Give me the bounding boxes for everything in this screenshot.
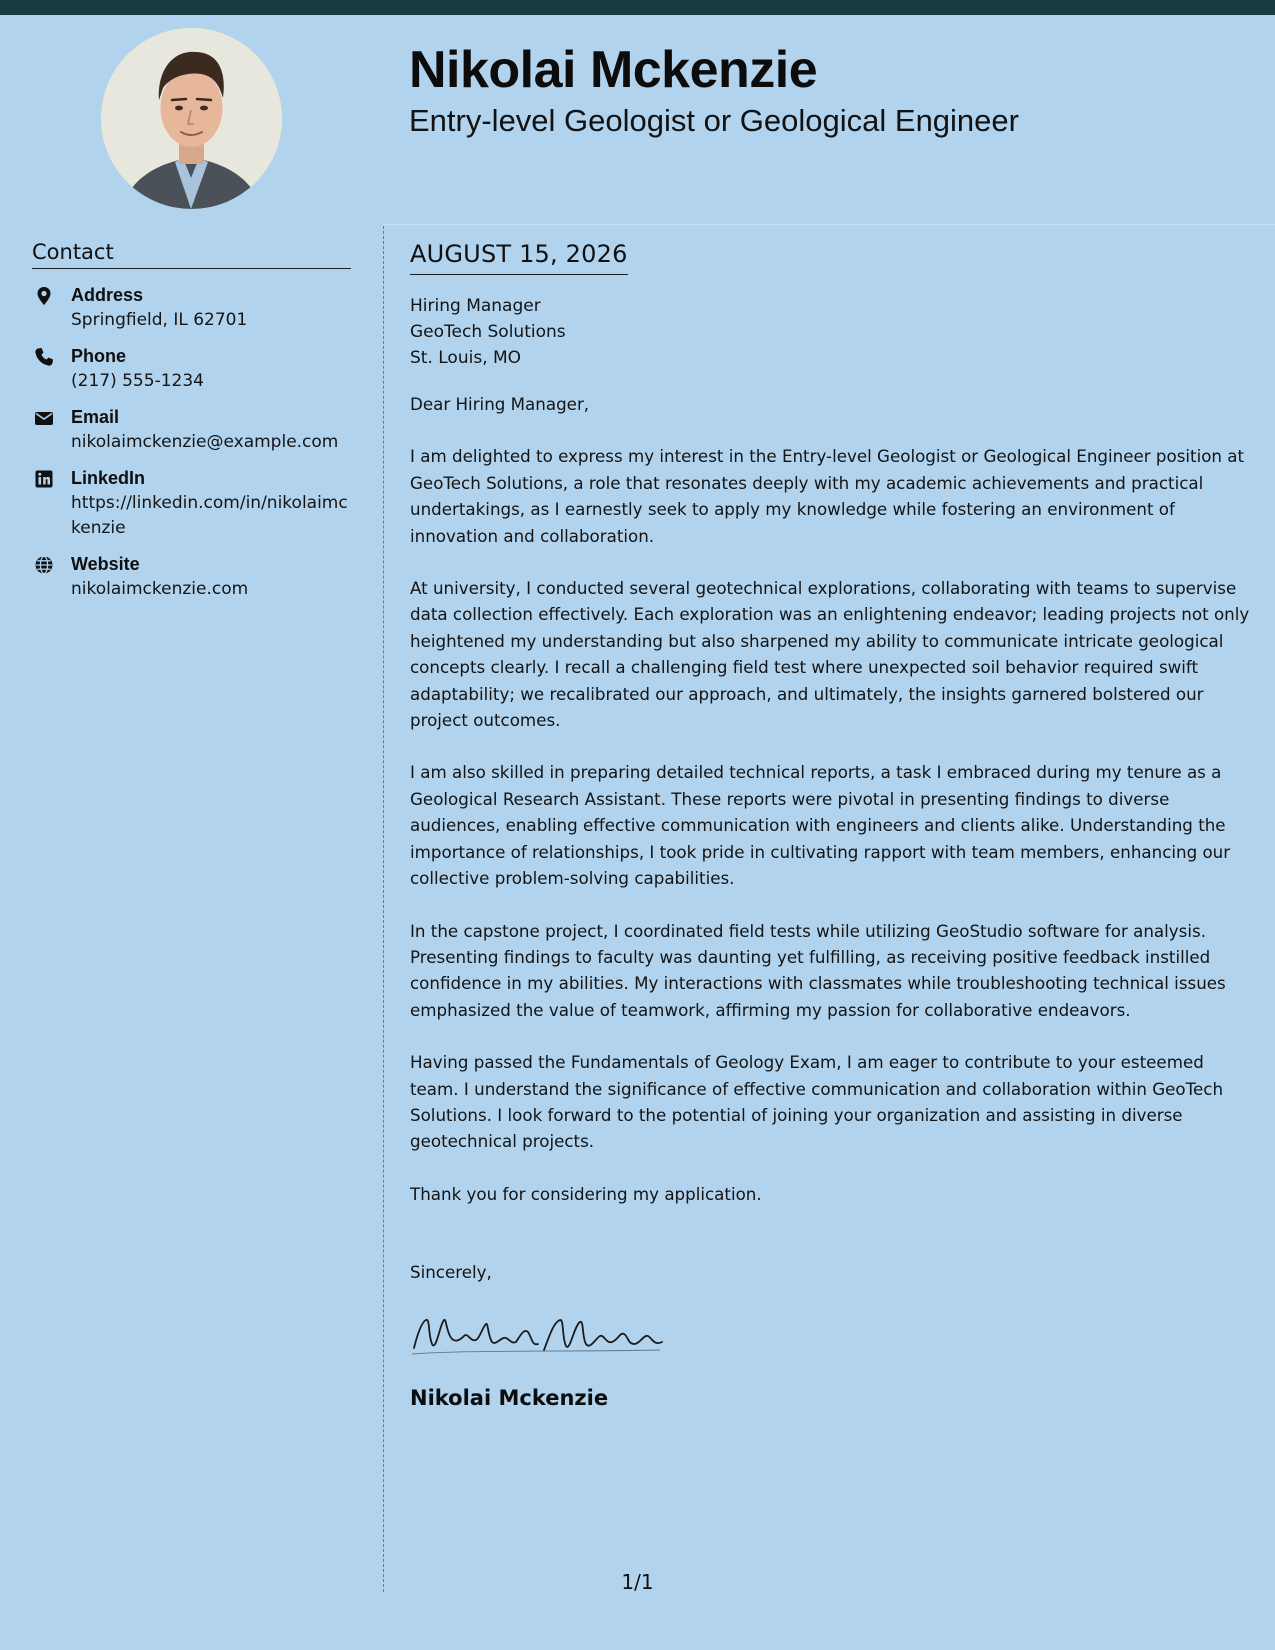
globe-icon [34, 555, 54, 575]
contact-phone-value[interactable]: (217) 555-1234 [71, 371, 204, 391]
cover-letter-body [410, 240, 1250, 1410]
contact-website-value[interactable]: nikolaimckenzie.com [71, 579, 249, 599]
recipient-line: Hiring Manager [410, 296, 541, 316]
phone-icon [34, 347, 54, 367]
contact-address-value: Springfield, IL 62701 [71, 310, 248, 330]
body-paragraph: In the capstone project, I coordinated field tests while utilizing GeoStudio software for analysis. Presenting findings to faculty was daunting yet fulfilling, as receiving positive feedback instilled confidence in my abilities. My interactions with classmates while troubleshooting technical issues emphasized the value of teamwork, affirming my passion for collaborative endeavors. [410, 920, 1226, 1020]
sign-off: Sincerely, [410, 1262, 492, 1283]
candidate-job-title: Entry-level Geologist or Geological Engineer [409, 103, 1019, 138]
contact-website-label: Website [71, 554, 140, 574]
column-divider [383, 226, 384, 1592]
contact-phone [32, 344, 351, 394]
body-paragraph: Having passed the Fundamentals of Geology Exam, I am eager to contribute to your esteemed team. I understand the significance of effective communication and collaboration within GeoTech Solutions. I look forward to the potential of joining your organization and assisting in diverse geotechnical projects. [410, 1052, 1224, 1152]
recipient-block [410, 293, 1250, 371]
contact-linkedin [32, 466, 351, 541]
letter-date: AUGUST 15, 2026 [410, 240, 628, 275]
signature-image [410, 1314, 670, 1358]
contact-heading: Contact [32, 240, 351, 269]
body-paragraph: I am delighted to express my interest in the Entry-level Geologist or Geological Engineer position at GeoTech Solutions, a role that resonates deeply with my academic achievements and practical undertakings, as I earnestly seek to apply my knowledge while fostering an environment of innovation and collaboration. [410, 446, 1245, 546]
contact-linkedin-label: LinkedIn [71, 468, 146, 488]
closing-thanks: Thank you for considering my application. [410, 1183, 762, 1204]
contact-phone-label: Phone [71, 346, 127, 366]
contact-address [32, 283, 351, 333]
contact-linkedin-value[interactable]: https://linkedin.com/in/nikolaimckenzie [71, 493, 348, 538]
recipient-line: GeoTech Solutions [410, 322, 566, 342]
contact-email-value[interactable]: nikolaimckenzie@example.com [71, 432, 339, 452]
body-paragraph: At university, I conducted several geotechnical explorations, collaborating with teams to supervise data collection effectively. Each exploration was an enlightening endeavor; leading projects not only heightened my understanding but also sharpened my ability to communicate intricate geological concepts clearly. I recall a challenging field test where unexpected soil behavior required swift adaptability; we recalibrated our approach, and ultimately, the insights garnered bolstered our project outcomes. [410, 578, 1250, 731]
contact-address-label: Address [71, 285, 144, 305]
contact-website [32, 552, 351, 602]
contact-sidebar [32, 240, 351, 613]
envelope-icon [34, 408, 54, 428]
linkedin-icon [34, 469, 54, 489]
header-divider [383, 224, 1275, 225]
map-pin-icon [34, 286, 54, 306]
salutation: Dear Hiring Manager, [410, 394, 590, 414]
profile-photo [101, 28, 282, 209]
candidate-name: Nikolai Mckenzie [409, 41, 818, 99]
recipient-line: St. Louis, MO [410, 348, 522, 368]
contact-list [32, 283, 351, 602]
printed-name: Nikolai Mckenzie [410, 1385, 609, 1410]
top-accent-bar [0, 0, 1275, 15]
handwritten-signature [410, 1314, 1250, 1358]
contact-email [32, 405, 351, 455]
profile-photo-illustration [101, 28, 282, 209]
page-number: 1/1 [621, 1570, 654, 1594]
body-paragraph: I am also skilled in preparing detailed technical reports, a task I embraced during my tenure as a Geological Research Assistant. These reports were pivotal in presenting findings to diverse audiences, enabling effective communication with engineers and clients alike. Understanding the importance of relationships, I took pride in cultivating rapport with team members, enhancing our collective problem-solving capabilities. [410, 762, 1231, 889]
contact-email-label: Email [71, 407, 120, 427]
